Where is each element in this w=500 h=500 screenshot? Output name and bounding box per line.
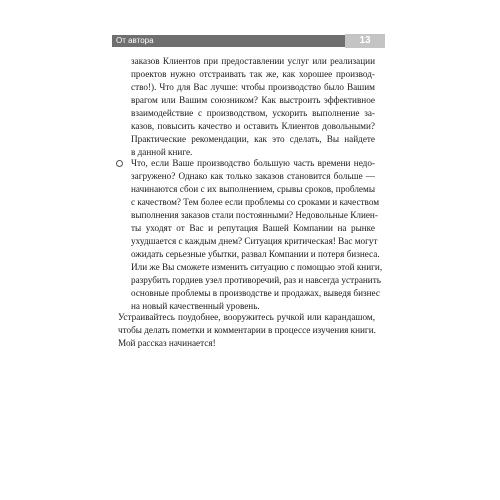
text-line: взаимодействие с производством, ускорить выполнение за-: [131, 108, 375, 118]
text-line: проектов нужно отстраивать так же, как хорошее производ-: [131, 69, 375, 79]
closing-paragraph: [118, 311, 375, 350]
paragraph-continued: [131, 55, 375, 159]
text-line: казов, повысить качество и оставить Клиентов довольными?: [131, 121, 375, 131]
text-line: в данной книге.: [131, 147, 193, 157]
bullet-item: [131, 157, 383, 313]
text-line: Практические рекомендации, как это сделать, Вы найдете: [131, 134, 375, 144]
text-line: разрубить гордиев узел противоречий, раз и навсегда устранить: [131, 275, 381, 285]
running-header: [112, 35, 385, 47]
page-number: 13: [345, 34, 385, 48]
text-line: Устраивайтесь поудобнее, вооружитесь ручкой или карандашом,: [118, 312, 375, 322]
text-line: ухудшается с каждым днем? Ситуация критическая! Вас могут: [131, 236, 378, 246]
text-line: ожидать серьезные убытки, развал Компании и потеря бизнеса.: [131, 249, 380, 259]
text-line: выполнения заказов стали постоянными? Недовольные Клиен-: [131, 210, 378, 220]
text-line: на новый качественный уровень.: [131, 301, 260, 311]
text-line: загружено? Однако как только заказов становится больше —: [131, 171, 375, 181]
text-line: ты уходят от Вас и репутация Вашей Компании на рынке: [131, 223, 375, 233]
text-line: врагом или Вашим союзником? Как выстроить эффективное: [131, 95, 375, 105]
text-line: чтобы делать пометки и комментарии в процессе изучения книги.: [118, 325, 376, 335]
text-line: начинаются сбои с их выполнением, срывы сроков, проблемы: [131, 184, 375, 194]
text-line: Или же Вы сможете изменить ситуацию с помощью этой книги,: [131, 262, 383, 272]
text-line: основные проблемы в производстве и продажах, выведя бизнес: [131, 288, 380, 298]
text-line: Что, если Ваше производство большую часть времени недо-: [131, 158, 375, 168]
section-title: От автора: [116, 36, 154, 45]
text-line: ство!). Что для Вас лучше: чтобы производство было Вашим: [131, 82, 375, 92]
text-line: с качеством? Тем более если проблемы со сроками и качеством: [131, 197, 380, 207]
text-line: заказов Клиентов при предоставлении услуг или реализации: [131, 56, 375, 66]
text-line: Мой рассказ начинается!: [118, 338, 216, 348]
circle-bullet-icon: [116, 160, 123, 167]
